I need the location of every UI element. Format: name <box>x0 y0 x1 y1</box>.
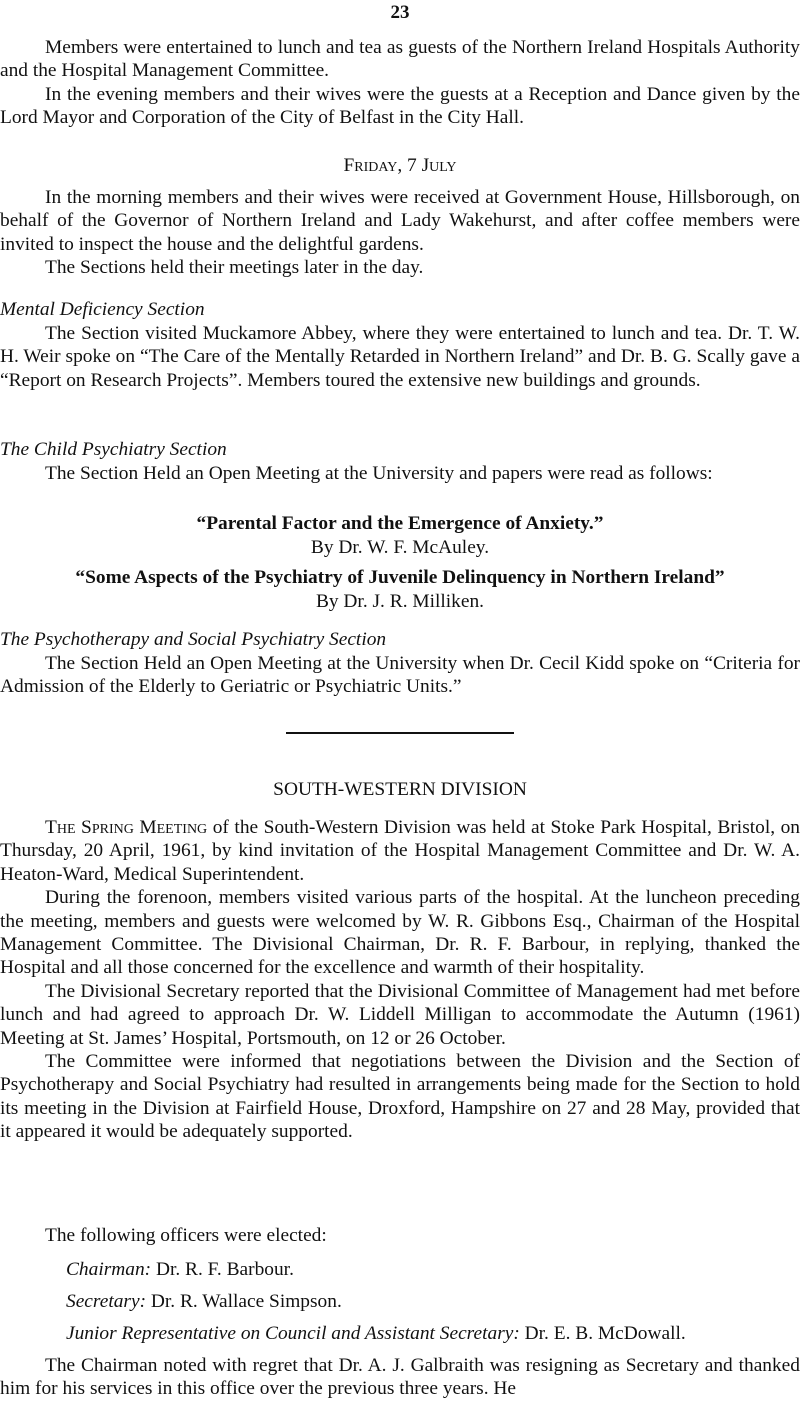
friday-paragraph-2: The Sections held their meetings later in the day. <box>45 257 424 279</box>
mental-deficiency-paragraph: The Section visited Muckamore Abbey, where they were entertained to lunch and tea. Dr. T. W. H. Weir spoke on “The Care of the Mentally Retarded in Northern Ireland” and Dr. B. G. Scally gave a “Report on Research Projects”. Members toured the extensive new buildings and grounds. <box>0 323 800 391</box>
officer-name-chairman: Dr. R. F. Barbour. <box>151 1259 294 1280</box>
psychotherapy-heading: The Psychotherapy and Social Psychiatry Section <box>0 629 387 650</box>
officer-name-junior-representative: Dr. E. B. McDowall. <box>519 1323 686 1344</box>
officer-chairman <box>0 1258 800 1281</box>
friday-paragraph-1: In the morning members and their wives were received at Government House, Hillsborough, on behalf of the Governor of Northern Ireland and Lady Wakehurst, and after coffee members were invited to inspect the house and the delightful gardens. <box>0 187 800 255</box>
intro-block <box>0 36 800 130</box>
paper-author-2: By Dr. J. R. Milliken. <box>315 591 485 612</box>
south-western-paragraph-3: The Divisional Secretary reported that the Divisional Committee of Management had met before lunch and had agreed to approach Dr. W. Liddell Milligan to accommodate the Autumn (1961) Meeting at St. James’ Hospital, Portsmouth, on 12 or 26 October. <box>0 980 800 1049</box>
officer-role-chairman: Chairman: <box>66 1259 152 1280</box>
closing-block <box>0 1354 800 1401</box>
south-western-paragraph-1 <box>0 816 800 886</box>
section-divider-rule <box>286 732 514 734</box>
child-psychiatry-paragraph: The Section Held an Open Meeting at the University and papers were read as follows: <box>45 463 713 484</box>
intro-paragraph-1: Members were entertained to lunch and tea as guests of the Northern Ireland Hospitals Authority and the Hospital Management Committee. <box>0 37 800 82</box>
spring-meeting-lead: The Spring Meeting <box>45 817 208 838</box>
officer-name-secretary: Dr. R. Wallace Simpson. <box>146 1291 342 1312</box>
closing-paragraph: The Chairman noted with regret that Dr. A. J. Galbraith was resigning as Secretary and thanked him for his services in this office over the previous three years. He <box>0 1355 800 1400</box>
south-western-paragraph-2: During the forenoon, members visited various parts of the hospital. At the luncheon preceding the meeting, members and guests were welcomed by W. R. Gibbons Esq., Chairman of the Hospital Management Committee. The Divisional Chairman, Dr. R. F. Barbour, in replying, thanked the Hospital and all those concerned for the excellence and warmth of their hospitality. <box>0 887 800 979</box>
mental-deficiency-block <box>0 322 800 392</box>
officer-secretary <box>0 1290 800 1313</box>
paper-author-1: By Dr. W. F. McAuley. <box>310 537 490 558</box>
officer-role-junior-representative: Junior Representative on Council and Assistant Secretary: <box>66 1323 520 1344</box>
intro-paragraph-2: In the evening members and their wives were the guests at a Reception and Dance given by the Lord Mayor and Corporation of the City of Belfast in the City Hall. <box>0 83 800 129</box>
page-number: 23 <box>390 2 410 23</box>
child-psychiatry-block <box>0 462 800 485</box>
officers-intro <box>0 1224 800 1247</box>
south-western-block <box>0 816 800 1144</box>
friday-heading: Friday, 7 July <box>343 155 457 176</box>
spring-meeting-text: of the South-Western Division was held at Stoke Park Hospital, Bristol, on Thursday, 20 April, 1961, by kind invitation of the Hospital Management Committee and Dr. W. A. Heaton-Ward, Medical Superintendent. <box>0 817 800 885</box>
mental-deficiency-heading: Mental Deficiency Section <box>0 299 205 320</box>
psychotherapy-block <box>0 652 800 699</box>
paper-title-2: “Some Aspects of the Psychiatry of Juvenile Delinquency in Northern Ireland” <box>75 567 725 588</box>
friday-block <box>0 186 800 280</box>
officer-role-secretary: Secretary: <box>66 1291 147 1312</box>
paper-title-1: “Parental Factor and the Emergence of Anxiety.” <box>196 513 604 534</box>
child-psychiatry-heading: The Child Psychiatry Section <box>0 439 227 460</box>
psychotherapy-paragraph: The Section Held an Open Meeting at the University when Dr. Cecil Kidd spoke on “Criteria for Admission of the Elderly to Geriatric or Psychiatric Units.” <box>0 653 800 698</box>
officer-junior-representative <box>0 1322 800 1345</box>
south-western-paragraph-4: The Committee were informed that negotiations between the Division and the Section of Psychotherapy and Social Psychiatry had resulted in arrangements being made for the Section to hold its meeting in the Division at Fairfield House, Droxford, Hampshire on 27 and 28 May, provided that it appeared it would be adequately supported. <box>0 1051 800 1143</box>
south-western-title: SOUTH-WESTERN DIVISION <box>273 779 527 800</box>
officers-intro-text: The following officers were elected: <box>45 1225 327 1246</box>
